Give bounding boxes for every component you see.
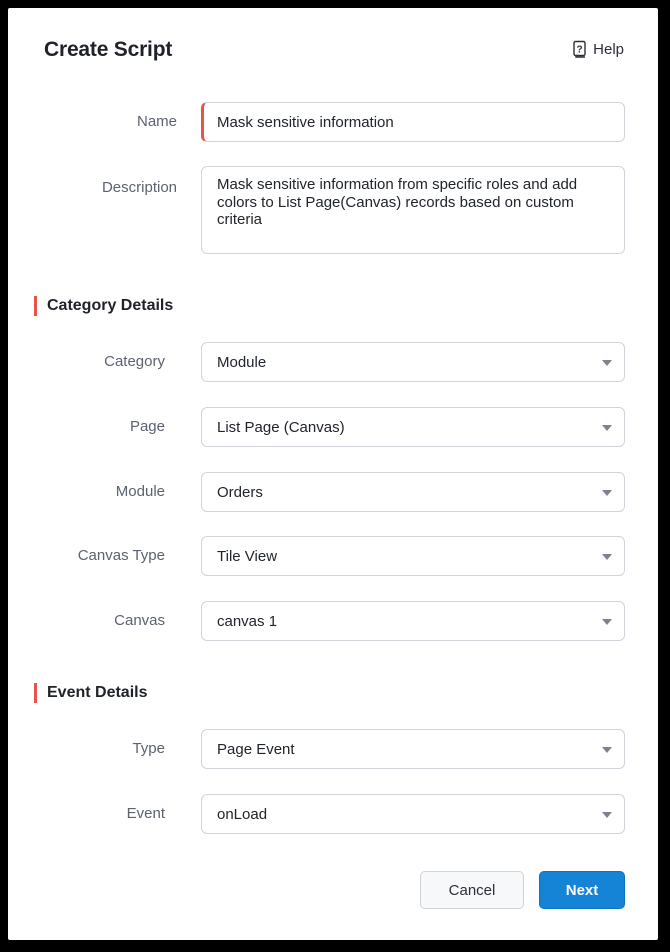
name-input[interactable]	[201, 102, 625, 142]
help-link[interactable]	[572, 40, 624, 58]
module-select[interactable]	[201, 472, 625, 512]
canvas-value: canvas 1	[217, 612, 278, 630]
help-book-icon	[572, 40, 588, 58]
caret-down-icon	[602, 554, 612, 560]
category-select[interactable]	[201, 342, 625, 382]
type-value: Page Event	[217, 740, 295, 758]
event-label: Event	[126, 805, 165, 822]
category-label: Category	[104, 353, 165, 370]
caret-down-icon	[602, 747, 612, 753]
category-details-heading: Category Details	[34, 296, 173, 316]
canvas-select[interactable]	[201, 601, 625, 641]
dialog-title: Create Script	[44, 38, 173, 61]
type-select[interactable]	[201, 729, 625, 769]
name-label: Name	[136, 113, 177, 130]
caret-down-icon	[602, 812, 612, 818]
cancel-button[interactable]: Cancel	[420, 871, 524, 909]
description-value: Mask sensitive information from specific roles and add colors to List Page(Canvas) records based on custom criteria	[217, 176, 578, 228]
page-select[interactable]	[201, 407, 625, 447]
description-label: Description	[101, 179, 177, 196]
create-script-dialog	[8, 8, 658, 940]
help-label: Help	[593, 40, 624, 58]
canvas-label: Canvas	[114, 612, 165, 629]
canvas-type-value: Tile View	[217, 547, 278, 565]
event-value: onLoad	[217, 805, 268, 823]
canvas-type-select[interactable]	[201, 536, 625, 576]
caret-down-icon	[602, 490, 612, 496]
canvas-type-label: Canvas Type	[77, 547, 165, 564]
type-label: Type	[132, 740, 165, 757]
caret-down-icon	[602, 425, 612, 431]
next-button[interactable]: Next	[539, 871, 625, 909]
caret-down-icon	[602, 360, 612, 366]
module-value: Orders	[217, 483, 263, 501]
event-details-heading: Event Details	[34, 683, 147, 703]
page-label: Page	[129, 418, 165, 435]
description-textarea[interactable]	[201, 166, 625, 254]
svg-text:?: ?	[576, 44, 583, 56]
page-value: List Page (Canvas)	[217, 418, 345, 436]
caret-down-icon	[602, 619, 612, 625]
event-select[interactable]	[201, 794, 625, 834]
module-label: Module	[115, 483, 165, 500]
category-value: Module	[217, 353, 267, 371]
name-value: Mask sensitive information	[217, 113, 394, 131]
